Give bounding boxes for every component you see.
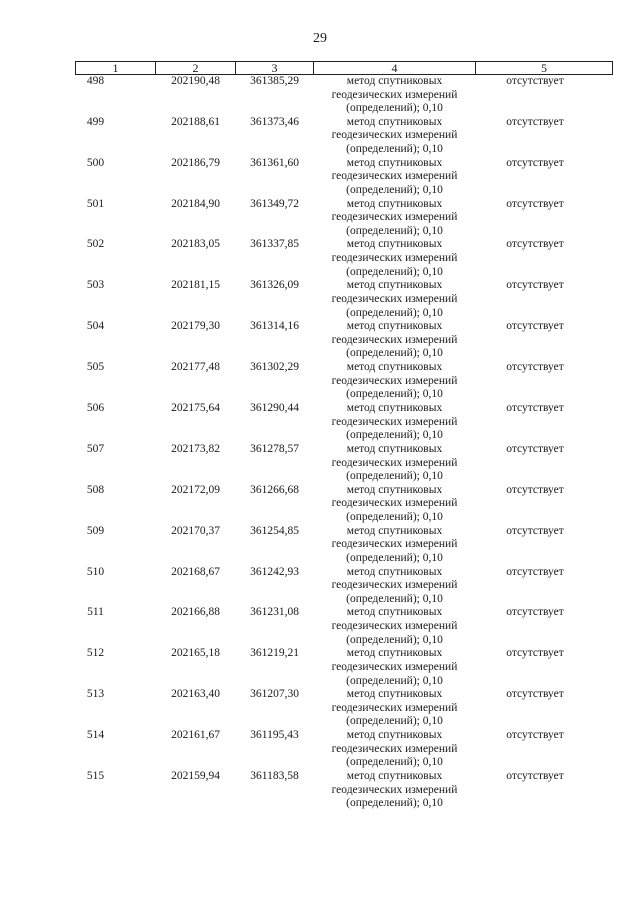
description-status-line: отсутствует	[506, 565, 564, 578]
description-status	[476, 647, 613, 688]
point-number	[76, 279, 156, 320]
method-description-line: метод спутниковых	[346, 197, 443, 210]
table-row	[76, 116, 613, 157]
method-description-line: (определений); 0,10	[346, 510, 443, 523]
coordinate-x-line: 202188,61	[171, 115, 220, 128]
column-header-4: 4	[314, 62, 476, 75]
method-description-line: геодезических измерений	[331, 579, 458, 592]
description-status-line: отсутствует	[506, 524, 564, 537]
coordinate-x-line: 202183,05	[171, 238, 220, 251]
coordinate-y-line: 361385,29	[250, 75, 299, 87]
coordinate-y	[236, 484, 314, 525]
coordinate-x-line: 202184,90	[171, 197, 220, 210]
coordinate-y	[236, 770, 314, 811]
point-number-line: 501	[86, 197, 105, 210]
table-row	[76, 688, 613, 729]
point-number-line: 511	[87, 606, 104, 619]
description-status	[476, 729, 613, 770]
method-description-line: геодезических измерений	[331, 374, 458, 387]
coordinate-x-line: 202161,67	[171, 729, 220, 742]
method-description-line: (определений); 0,10	[346, 551, 443, 564]
coordinate-y	[236, 729, 314, 770]
method-description-line: метод спутниковых	[346, 320, 443, 333]
method-description-line: (определений); 0,10	[346, 633, 443, 646]
coordinate-y-line: 361278,57	[250, 442, 299, 455]
coordinate-x	[156, 75, 236, 116]
table-row	[76, 279, 613, 320]
coordinate-y	[236, 238, 314, 279]
point-number	[76, 484, 156, 525]
method-description-line: метод спутниковых	[346, 688, 443, 701]
point-number-line: 505	[86, 361, 105, 374]
method-description	[314, 606, 476, 647]
table-body	[76, 75, 613, 811]
description-status-line: отсутствует	[506, 688, 564, 701]
column-header-1: 1	[76, 62, 156, 75]
coordinate-x	[156, 361, 236, 402]
description-status	[476, 606, 613, 647]
coordinate-y-line: 361254,85	[250, 524, 299, 537]
description-status-line: отсутствует	[506, 770, 564, 783]
coordinate-y-line: 361219,21	[250, 647, 299, 660]
method-description	[314, 361, 476, 402]
method-description	[314, 402, 476, 443]
point-number	[76, 361, 156, 402]
coordinate-y-line: 361266,68	[250, 483, 299, 496]
coordinate-x-line: 202190,48	[171, 75, 220, 87]
point-number-line: 515	[86, 770, 105, 783]
table-row	[76, 361, 613, 402]
coordinate-y	[236, 402, 314, 443]
coordinate-x-line: 202179,30	[171, 320, 220, 333]
coordinate-x	[156, 688, 236, 729]
coordinate-y	[236, 198, 314, 239]
coordinate-y-line: 361207,30	[250, 688, 299, 701]
point-number-line: 498	[86, 75, 105, 87]
point-number	[76, 198, 156, 239]
coordinate-y	[236, 116, 314, 157]
table-row	[76, 484, 613, 525]
point-number-line: 503	[86, 279, 105, 292]
coordinate-y-line: 361314,16	[250, 320, 299, 333]
coordinate-y-line: 361242,93	[250, 565, 299, 578]
coordinate-y-line: 361337,85	[250, 238, 299, 251]
method-description-line: (определений); 0,10	[346, 347, 443, 360]
coordinate-y-line: 361302,29	[250, 361, 299, 374]
method-description-line: метод спутниковых	[346, 606, 443, 619]
coordinate-x	[156, 238, 236, 279]
method-description-line: (определений); 0,10	[346, 183, 443, 196]
method-description-line: (определений); 0,10	[346, 224, 443, 237]
coordinate-x	[156, 279, 236, 320]
method-description-line: геодезических измерений	[331, 292, 458, 305]
coordinate-x-line: 202172,09	[171, 483, 220, 496]
method-description-line: метод спутниковых	[346, 647, 443, 660]
coordinate-x-line: 202165,18	[171, 647, 220, 660]
method-description-line: (определений); 0,10	[346, 756, 443, 769]
description-status	[476, 75, 613, 116]
method-description-line: геодезических измерений	[331, 170, 458, 183]
point-number	[76, 688, 156, 729]
method-description	[314, 770, 476, 811]
method-description-line: (определений); 0,10	[346, 306, 443, 319]
point-number	[76, 238, 156, 279]
coordinate-y-line: 361290,44	[250, 402, 299, 415]
description-status-line: отсутствует	[506, 729, 564, 742]
method-description-line: метод спутниковых	[346, 524, 443, 537]
method-description	[314, 443, 476, 484]
method-description-line: метод спутниковых	[346, 361, 443, 374]
description-status	[476, 443, 613, 484]
coordinate-y-line: 361373,46	[250, 115, 299, 128]
table-row	[76, 320, 613, 361]
description-status	[476, 484, 613, 525]
description-status	[476, 320, 613, 361]
column-header-5: 5	[476, 62, 613, 75]
coordinates-table	[75, 61, 613, 811]
method-description	[314, 566, 476, 607]
method-description-line: метод спутниковых	[346, 565, 443, 578]
method-description	[314, 688, 476, 729]
point-number-line: 508	[86, 483, 105, 496]
description-status	[476, 566, 613, 607]
point-number-line: 514	[86, 729, 105, 742]
method-description-line: (определений); 0,10	[346, 142, 443, 155]
method-description-line: метод спутниковых	[346, 156, 443, 169]
point-number-line: 500	[86, 156, 105, 169]
point-number-line: 502	[86, 238, 105, 251]
description-status-line: отсутствует	[506, 115, 564, 128]
table-row	[76, 525, 613, 566]
method-description-line: метод спутниковых	[346, 442, 443, 455]
description-status	[476, 157, 613, 198]
coordinate-x	[156, 606, 236, 647]
point-number	[76, 75, 156, 116]
method-description-line: метод спутниковых	[346, 279, 443, 292]
coordinate-y-line: 361361,60	[250, 156, 299, 169]
method-description-line: геодезических измерений	[331, 88, 458, 101]
method-description	[314, 484, 476, 525]
method-description	[314, 75, 476, 116]
method-description	[314, 525, 476, 566]
point-number	[76, 647, 156, 688]
coordinate-x	[156, 647, 236, 688]
coordinate-y	[236, 279, 314, 320]
method-description-line: геодезических измерений	[331, 456, 458, 469]
point-number-line: 506	[86, 402, 105, 415]
method-description-line: метод спутниковых	[346, 75, 443, 87]
point-number	[76, 443, 156, 484]
method-description	[314, 198, 476, 239]
point-number-line: 512	[86, 647, 105, 660]
method-description-line: геодезических измерений	[331, 783, 458, 796]
description-status	[476, 525, 613, 566]
method-description-line: (определений); 0,10	[346, 674, 443, 687]
table-row	[76, 75, 613, 116]
method-description-line: геодезических измерений	[331, 333, 458, 346]
description-status-line: отсутствует	[506, 238, 564, 251]
method-description-line: геодезических измерений	[331, 742, 458, 755]
coordinate-x-line: 202175,64	[171, 402, 220, 415]
point-number	[76, 770, 156, 811]
point-number	[76, 729, 156, 770]
method-description-line: метод спутниковых	[346, 115, 443, 128]
table-row	[76, 647, 613, 688]
table-row	[76, 402, 613, 443]
point-number	[76, 606, 156, 647]
coordinate-x	[156, 198, 236, 239]
description-status	[476, 198, 613, 239]
method-description-line: (определений); 0,10	[346, 388, 443, 401]
coordinate-x-line: 202173,82	[171, 442, 220, 455]
point-number-line: 509	[86, 524, 105, 537]
coordinate-y	[236, 361, 314, 402]
coordinate-y-line: 361326,09	[250, 279, 299, 292]
method-description-line: (определений); 0,10	[346, 102, 443, 115]
method-description-line: геодезических измерений	[331, 252, 458, 265]
description-status-line: отсутствует	[506, 402, 564, 415]
description-status	[476, 770, 613, 811]
coordinate-x-line: 202168,67	[171, 565, 220, 578]
method-description	[314, 729, 476, 770]
coordinate-x	[156, 566, 236, 607]
coordinate-y	[236, 647, 314, 688]
table-row	[76, 606, 613, 647]
coordinate-x	[156, 116, 236, 157]
coordinate-y-line: 361349,72	[250, 197, 299, 210]
method-description-line: метод спутниковых	[346, 238, 443, 251]
column-header-3: 3	[236, 62, 314, 75]
coordinate-x	[156, 443, 236, 484]
point-number	[76, 402, 156, 443]
coordinate-y	[236, 443, 314, 484]
description-status-line: отсутствует	[506, 442, 564, 455]
coordinate-y-line: 361195,43	[250, 729, 299, 742]
coordinate-x	[156, 484, 236, 525]
coordinate-y	[236, 75, 314, 116]
coordinate-y-line: 361183,58	[250, 770, 299, 783]
table-header-row	[76, 62, 613, 75]
page-number: 29	[313, 31, 327, 46]
description-status-line: отсутствует	[506, 75, 564, 87]
point-number	[76, 320, 156, 361]
column-header-2: 2	[156, 62, 236, 75]
method-description	[314, 647, 476, 688]
point-number-line: 513	[86, 688, 105, 701]
method-description-line: метод спутниковых	[346, 402, 443, 415]
coordinate-y	[236, 525, 314, 566]
table-row	[76, 729, 613, 770]
coordinate-x-line: 202166,88	[171, 606, 220, 619]
point-number-line: 504	[86, 320, 105, 333]
method-description-line: (определений); 0,10	[346, 265, 443, 278]
coordinate-x	[156, 157, 236, 198]
method-description-line: геодезических измерений	[331, 660, 458, 673]
method-description-line: геодезических измерений	[331, 211, 458, 224]
method-description-line: геодезических измерений	[331, 415, 458, 428]
point-number-line: 510	[86, 565, 105, 578]
coordinate-x	[156, 525, 236, 566]
coordinate-x-line: 202181,15	[171, 279, 220, 292]
point-number	[76, 116, 156, 157]
method-description-line: (определений); 0,10	[346, 592, 443, 605]
point-number-line: 507	[86, 442, 105, 455]
method-description-line: (определений); 0,10	[346, 470, 443, 483]
description-status-line: отсутствует	[506, 361, 564, 374]
description-status-line: отсутствует	[506, 647, 564, 660]
description-status	[476, 279, 613, 320]
method-description-line: геодезических измерений	[331, 701, 458, 714]
description-status-line: отсутствует	[506, 279, 564, 292]
coordinate-x	[156, 402, 236, 443]
point-number-line: 499	[86, 115, 105, 128]
method-description-line: (определений); 0,10	[346, 715, 443, 728]
table-row	[76, 566, 613, 607]
description-status	[476, 361, 613, 402]
coordinate-x-line: 202177,48	[171, 361, 220, 374]
method-description	[314, 320, 476, 361]
method-description	[314, 157, 476, 198]
method-description-line: геодезических измерений	[331, 538, 458, 551]
coordinate-y-line: 361231,08	[250, 606, 299, 619]
description-status-line: отсутствует	[506, 156, 564, 169]
coordinate-x-line: 202163,40	[171, 688, 220, 701]
table-row	[76, 198, 613, 239]
coordinate-x	[156, 770, 236, 811]
point-number	[76, 525, 156, 566]
method-description-line: геодезических измерений	[331, 129, 458, 142]
coordinate-y	[236, 157, 314, 198]
description-status	[476, 402, 613, 443]
point-number	[76, 157, 156, 198]
description-status	[476, 688, 613, 729]
description-status	[476, 116, 613, 157]
table-row	[76, 443, 613, 484]
method-description-line: (определений); 0,10	[346, 797, 443, 810]
method-description	[314, 116, 476, 157]
coordinate-x-line: 202186,79	[171, 156, 220, 169]
description-status-line: отсутствует	[506, 483, 564, 496]
method-description-line: геодезических измерений	[331, 620, 458, 633]
description-status-line: отсутствует	[506, 320, 564, 333]
coordinate-y	[236, 320, 314, 361]
point-number	[76, 566, 156, 607]
method-description-line: геодезических измерений	[331, 497, 458, 510]
coordinate-y	[236, 566, 314, 607]
method-description	[314, 279, 476, 320]
coordinate-y	[236, 688, 314, 729]
coordinate-x	[156, 729, 236, 770]
description-status-line: отсутствует	[506, 197, 564, 210]
method-description	[314, 238, 476, 279]
method-description-line: метод спутниковых	[346, 483, 443, 496]
coordinate-x	[156, 320, 236, 361]
method-description-line: метод спутниковых	[346, 770, 443, 783]
coordinate-y	[236, 606, 314, 647]
description-status-line: отсутствует	[506, 606, 564, 619]
method-description-line: метод спутниковых	[346, 729, 443, 742]
coordinate-x-line: 202170,37	[171, 524, 220, 537]
table-row	[76, 157, 613, 198]
table-row	[76, 238, 613, 279]
table-row	[76, 770, 613, 811]
coordinate-x-line: 202159,94	[171, 770, 220, 783]
method-description-line: (определений); 0,10	[346, 429, 443, 442]
description-status	[476, 238, 613, 279]
